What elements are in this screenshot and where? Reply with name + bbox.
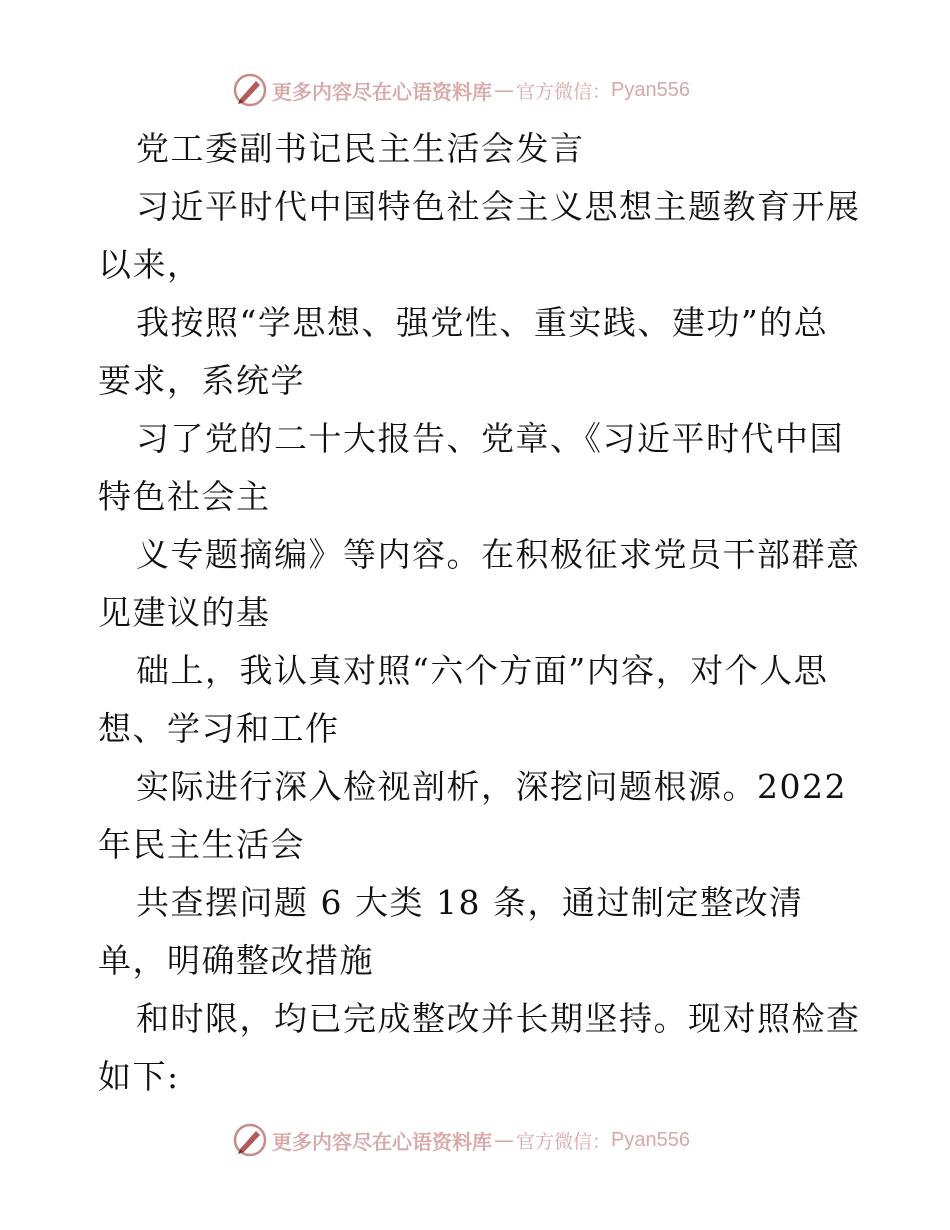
text-line: 实际进行深入检视剖析，深挖问题根源。2022 xyxy=(136,767,847,806)
text-line: 见建议的基 xyxy=(98,593,271,632)
watermark-dash: — xyxy=(494,78,514,102)
watermark-dash: — xyxy=(494,1128,514,1152)
text-line: 习近平时代中国特色社会主义思想主题教育开展 xyxy=(136,187,861,226)
text-line: 我按照“学思想、强党性、重实践、建功”的总 xyxy=(136,303,829,342)
watermark-id: Pyan556 xyxy=(611,78,690,101)
watermark-brand: 更多内容尽在心语资料库 xyxy=(272,1129,492,1154)
text-line: 共查摆问题 6 大类 18 条，通过制定整改清 xyxy=(136,883,804,922)
pen-logo-icon xyxy=(232,1122,268,1158)
text-line: 和时限，均已完成整改并长期坚持。现对照检查 xyxy=(136,999,861,1038)
text-line: 以来， xyxy=(98,245,202,284)
watermark-id: Pyan556 xyxy=(611,1128,690,1151)
text-line: 单，明确整改措施 xyxy=(98,941,374,980)
text-line: 特色社会主 xyxy=(98,477,271,516)
text-line: 义专题摘编》等内容。在积极征求党员干部群意 xyxy=(136,535,861,574)
watermark-label: 官方微信： xyxy=(516,80,612,103)
document-title: 党工委副书记民主生活会发言 xyxy=(136,129,585,168)
watermark-label: 官方微信： xyxy=(516,1130,612,1153)
text-line: 如下: xyxy=(98,1057,180,1096)
pen-logo-icon xyxy=(232,72,268,108)
text-line: 年民主生活会 xyxy=(98,825,305,864)
footer-watermark xyxy=(232,1122,690,1158)
watermark-brand: 更多内容尽在心语资料库 xyxy=(272,79,492,104)
text-line: 础上，我认真对照“六个方面”内容，对个人思 xyxy=(136,651,829,690)
text-line: 习了党的二十大报告、党章、《习近平时代中国 xyxy=(136,419,844,458)
text-line: 要求，系统学 xyxy=(98,361,305,400)
header-watermark xyxy=(232,72,690,108)
document-body xyxy=(98,120,861,1106)
text-line: 想、学习和工作 xyxy=(98,709,340,748)
